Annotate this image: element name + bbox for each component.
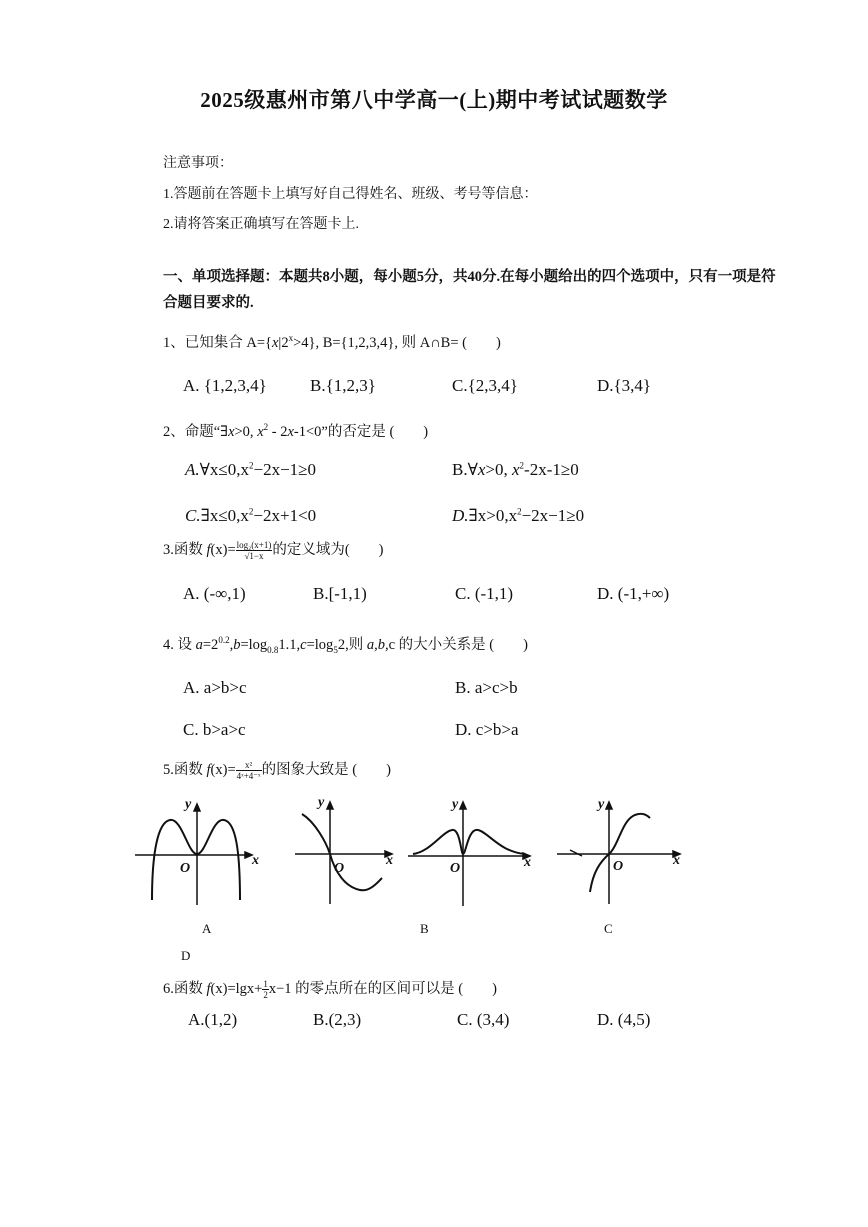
- section-heading: 一、单项选择题：本题共8小题，每小题5分，共40分.在每小题给出的四个选项中，只有一项是符合题目要求的.: [163, 269, 776, 311]
- q5-frac-den: 4ˣ+4⁻ˣ: [236, 771, 261, 782]
- q4-var-b: b: [233, 637, 241, 653]
- q4-text-a: 4. 设: [163, 637, 196, 653]
- q1-option-c[interactable]: C.{2,3,4}: [452, 376, 518, 395]
- graph-2-origin: O: [334, 861, 345, 876]
- question-4-stem: [163, 633, 528, 655]
- graph-1-curve: [152, 820, 240, 900]
- q6-frac-den: 2: [263, 990, 268, 1001]
- q3-func: f: [206, 542, 211, 558]
- q2-b-mid: >0,: [485, 460, 512, 479]
- q6-text-b: (x)=lgx+: [210, 981, 263, 997]
- q4-eq-2: =log: [240, 637, 268, 653]
- q4-base-2: 0.8: [267, 644, 279, 655]
- graph-1-y-arrow: [194, 804, 200, 811]
- notice-item-2: 2.请将答案正确填写在答题卡上.: [163, 217, 359, 232]
- q2-text-f: - 2: [268, 424, 288, 440]
- q2-b-var-2: x: [512, 460, 520, 479]
- q5-frac-num: x²: [236, 760, 262, 771]
- q1-option-b[interactable]: B.{1,2,3}: [310, 376, 376, 395]
- question-2-stem: [163, 420, 428, 441]
- q4-comma: ,: [229, 637, 234, 653]
- q4-exp-1: 0.2: [218, 635, 230, 646]
- q2-c-exp: 2: [248, 506, 254, 517]
- q2-option-c[interactable]: [185, 506, 316, 526]
- q2-a-letter: A.: [185, 460, 200, 479]
- q2-d-tail: −2x−1≥0: [521, 506, 585, 525]
- q3-text-b: (x)=: [210, 542, 236, 558]
- q2-a-exp: 2: [248, 460, 254, 471]
- notice-heading: 注意事项：: [163, 156, 233, 171]
- q3-option-d[interactable]: D. (-1,+∞): [597, 584, 670, 603]
- q6-option-b[interactable]: B.(2,3): [313, 1010, 362, 1029]
- graph-2-y-label: y: [318, 795, 325, 810]
- question-6-stem: [163, 977, 497, 1000]
- q6-func: f: [206, 981, 211, 997]
- q2-a-tail: −2x−1≥0: [253, 460, 316, 479]
- q1-text-b: |2: [278, 335, 289, 351]
- graph-1-x-arrow: [245, 852, 252, 858]
- q2-b-tail: -2x-1≥0: [524, 460, 579, 479]
- q4-text-2: 1.1,: [278, 637, 301, 653]
- q2-var-3: x: [287, 424, 294, 440]
- q2-c-letter: C.: [185, 506, 201, 525]
- question-1-stem: [163, 331, 501, 352]
- q6-option-c[interactable]: C. (3,4): [457, 1010, 510, 1029]
- graph-1-x-label: x: [252, 853, 259, 868]
- q1-option-d[interactable]: D.{3,4}: [597, 376, 652, 395]
- q4-eq-3: =log: [306, 637, 334, 653]
- q3-frac-den: √1−x: [244, 551, 264, 562]
- question-3-stem: [163, 538, 384, 561]
- q2-a-text: ∀x≤0,x: [199, 460, 249, 479]
- graph-4-origin: O: [613, 859, 624, 874]
- q3-fraction: [236, 540, 273, 561]
- q2-exp: 2: [263, 422, 269, 433]
- q6-text-a: 6.函数: [163, 981, 207, 997]
- q2-var-2: x: [257, 424, 264, 440]
- q5-fraction: [236, 760, 262, 781]
- q2-text-h: -1<0”的否定是 ( ): [293, 424, 429, 440]
- graph-4-tick: [570, 850, 582, 856]
- graph-label-b[interactable]: B: [420, 921, 429, 936]
- graph-4[interactable]: [557, 802, 680, 904]
- q1-option-a[interactable]: A. {1,2,3,4}: [183, 376, 267, 395]
- notice-item-1: 1.答题前在答题卡上填写好自己得姓名、班级、考号等信息：: [163, 187, 538, 202]
- page-title: 2025级惠州市第八中学高一(上)期中考试试题数学: [200, 88, 668, 112]
- q3-option-a[interactable]: A. (-∞,1): [183, 584, 246, 603]
- q2-var-1: x: [228, 424, 235, 440]
- graph-3-origin: O: [450, 861, 461, 876]
- graph-1[interactable]: [135, 804, 252, 905]
- q6-frac-num: 1: [263, 979, 268, 990]
- q2-text-a: 2、命题“∃: [163, 424, 229, 440]
- q2-d-letter: D.: [452, 506, 469, 525]
- q3-text-a: 3.函数: [163, 542, 207, 558]
- graph-4-y-label: y: [598, 797, 605, 812]
- q5-text-b: (x)=: [210, 762, 236, 778]
- graph-label-a[interactable]: A: [202, 921, 212, 936]
- graph-3-curve: [413, 830, 525, 854]
- q1-text-a: 1、已知集合 A={: [163, 335, 272, 351]
- q2-option-b[interactable]: [452, 460, 579, 480]
- question-5-stem: [163, 758, 391, 781]
- q2-d-text: ∃x>0,x: [468, 506, 518, 525]
- q4-option-c[interactable]: C. b>a>c: [183, 720, 246, 739]
- q2-option-a[interactable]: [185, 460, 316, 480]
- q2-b-exp: 2: [519, 460, 525, 471]
- graph-label-d[interactable]: D: [181, 948, 191, 963]
- graph-1-y-label: y: [185, 797, 192, 812]
- q6-option-a[interactable]: A.(1,2): [188, 1010, 238, 1029]
- q1-text-c: >4}, B={1,2,3,4}, 则 A∩B= ( ): [293, 335, 501, 351]
- q3-option-b[interactable]: B.[-1,1): [313, 584, 367, 603]
- graph-2-x-label: x: [386, 853, 393, 868]
- q6-text-c: x−1 的零点所在的区间可以是 ( ): [268, 981, 497, 997]
- q5-text-a: 5.函数: [163, 762, 207, 778]
- graph-label-c[interactable]: C: [604, 921, 613, 936]
- graph-2-y-arrow: [327, 802, 333, 809]
- q2-b-var: x: [477, 460, 486, 479]
- q4-vars: a,b,: [366, 637, 389, 653]
- q1-exp: x: [288, 333, 294, 344]
- graph-3-y-arrow: [460, 802, 466, 809]
- q2-text-c: >0,: [234, 424, 258, 440]
- q6-option-d[interactable]: D. (4,5): [597, 1010, 651, 1029]
- q2-c-tail: −2x+1<0: [253, 506, 317, 525]
- q3-text-c: 的定义域为( ): [272, 542, 384, 558]
- graph-2[interactable]: [295, 802, 392, 904]
- graph-3[interactable]: [408, 802, 530, 906]
- q4-option-a[interactable]: A. a>b>c: [183, 678, 247, 697]
- graph-4-curve: [590, 814, 650, 892]
- graph-3-x-label: x: [524, 855, 531, 870]
- q2-c-text: ∃x≤0,x: [200, 506, 249, 525]
- q4-tail: c 的大小关系是 ( ): [388, 637, 528, 653]
- graph-4-y-arrow: [606, 802, 612, 809]
- graph-2-curve: [302, 814, 382, 890]
- q5-func: f: [206, 762, 211, 778]
- q3-option-c[interactable]: C. (-1,1): [455, 584, 514, 603]
- graph-3-y-label: y: [452, 797, 459, 812]
- q2-d-exp: 2: [517, 506, 522, 517]
- q3-frac-num: log₂(x+1): [236, 540, 272, 551]
- q2-b-text: B.∀: [452, 460, 478, 479]
- q4-var-c: c: [300, 637, 307, 653]
- q5-graphs: [130, 792, 690, 914]
- q4-option-d[interactable]: D. c>b>a: [455, 720, 519, 739]
- q4-base-3: 5: [333, 644, 338, 655]
- q5-text-c: 的图象大致是 ( ): [261, 762, 391, 778]
- graph-4-x-label: x: [673, 853, 680, 868]
- q2-option-d[interactable]: [452, 506, 584, 526]
- q4-option-b[interactable]: B. a>c>b: [455, 678, 518, 697]
- q4-text-3: 2,则: [337, 637, 367, 653]
- q4-var-a: a: [195, 637, 203, 653]
- q1-var: x: [271, 335, 279, 351]
- graph-1-origin: O: [180, 861, 191, 876]
- q4-eq-1: =2: [202, 637, 219, 653]
